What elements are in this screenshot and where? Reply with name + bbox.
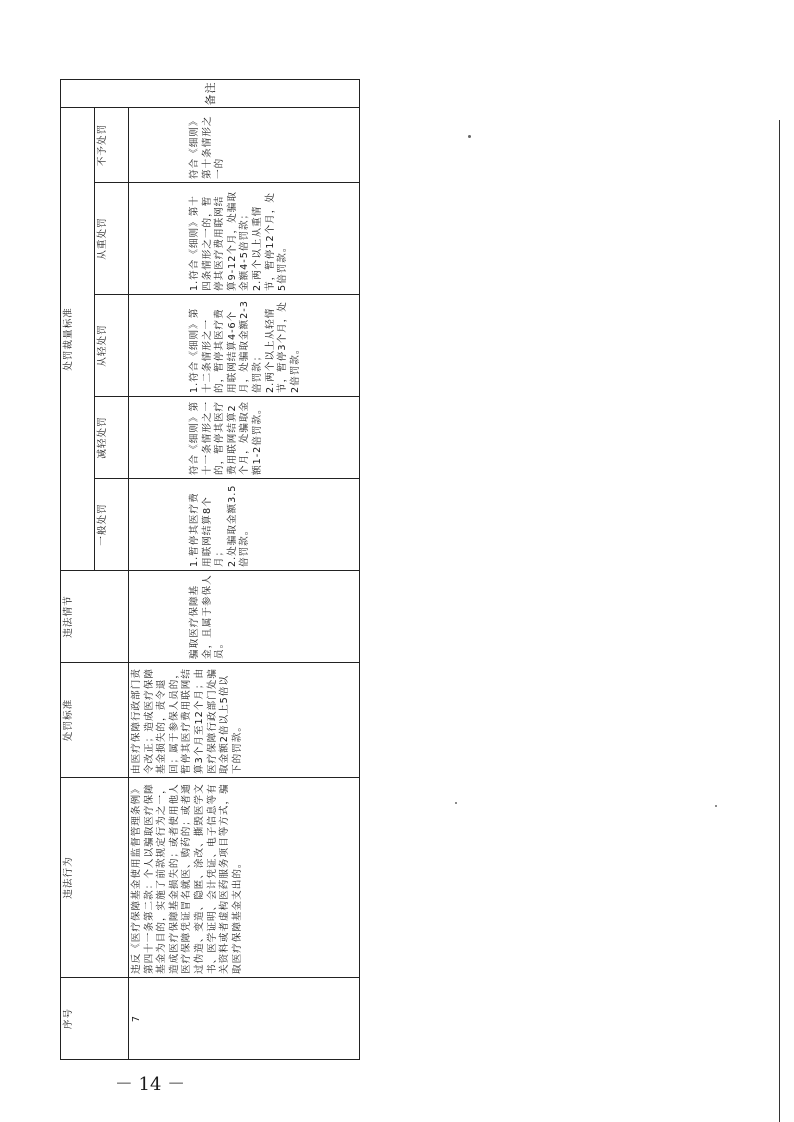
row-lighter: 符合《细则》第十一条情形之一的，暂停其医疗费用联网结算2个月，处骗取金额1-2倍罚款。 <box>129 397 360 479</box>
header-penalty: 处罚标准 <box>61 663 129 778</box>
row-general: 1.暂停其医疗费用联网结算8个月； 2.处骗取金额3.5倍罚款。 <box>129 479 360 571</box>
header-discretion: 处罚裁量标准 <box>61 107 95 570</box>
header-note: 备注 <box>61 79 360 107</box>
page-number: － 14 － <box>114 1074 186 1095</box>
row-light: 1.符合《细则》第十二条情形之一的，暂停其医疗费用联网结算4-6个月，处骗取金额2-3倍罚款； 2.两个以上从轻情节，暂停3个月，处2倍罚款。 <box>129 295 360 397</box>
header-light: 从轻处罚 <box>95 295 129 397</box>
scan-speck <box>468 135 471 138</box>
header-circumstance: 违法情节 <box>61 571 129 663</box>
row-none: 符合《细则》第十条情形之一的 <box>129 107 360 182</box>
header-act: 违法行为 <box>61 778 129 978</box>
row-heavy: 1.符合《细则》第十四条情形之一的，暂停其医疗费用联网结算9-12个月，处骗取金额4-5倍罚款； 2.两个以上从重情节，暂停12个月，处5倍罚款。 <box>129 183 360 295</box>
row-act: 违反《医疗保障基金使用监督管理条例》第四十一条第二款：个人以骗取医疗保障基金为目的，实施了前款规定行为之一，造成医疗保障基金损失的；或者使用他人医疗保障凭证冒名就医、购药的；或者通过伪造、变造、隐匿、涂改、撕毁医学文书、医学证明、会计凭证、电子信息等有关资料或者虚构医药服务项目等方式，骗取医疗保障基金支出的。 <box>129 778 360 978</box>
row-penalty: 由医疗保障行政部门责令改正；造成医疗保障基金损失的，责令退回；属于参保人员的，暂停其医疗费用联网结算3个月至12个月；由医疗保障行政部门处骗取金额2倍以上5倍以下的罚款。 <box>129 663 360 778</box>
header-seq: 序号 <box>61 978 129 1060</box>
row-circumstance: 骗取医疗保障基金，且属于参保人员。 <box>129 571 360 663</box>
table-row <box>129 79 360 1059</box>
header-heavy: 从重处罚 <box>95 183 129 295</box>
scan-speck <box>455 802 457 804</box>
scan-edge-line <box>779 120 780 1122</box>
header-lighter: 减轻处罚 <box>95 397 129 479</box>
header-none: 不予处罚 <box>95 107 129 182</box>
scan-speck <box>715 805 717 807</box>
rotated-table-block <box>60 80 360 1060</box>
header-row-1 <box>61 79 95 1059</box>
discretion-table <box>60 79 360 1060</box>
row-seq: 7 <box>129 978 360 1060</box>
header-general: 一般处罚 <box>95 479 129 571</box>
